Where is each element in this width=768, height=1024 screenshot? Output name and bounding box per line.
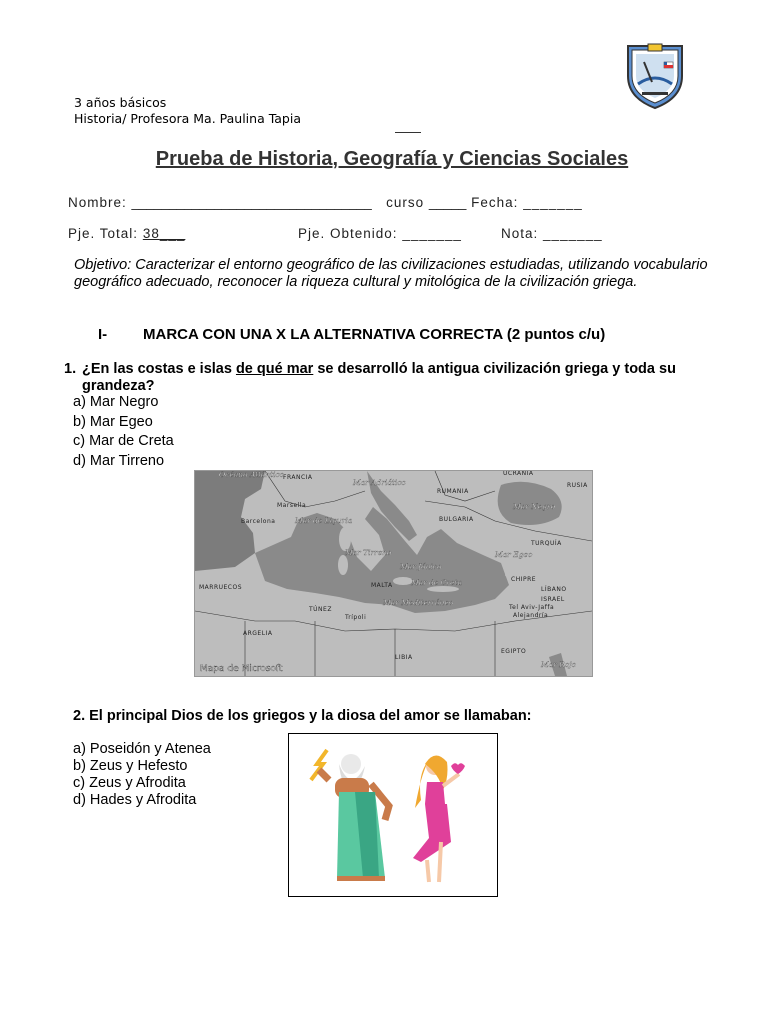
title-dash xyxy=(395,132,421,133)
total-label: Pje. Total: xyxy=(68,226,139,241)
obtained-field[interactable]: _______ xyxy=(402,226,462,241)
map-label-chipre: CHIPRE xyxy=(511,576,537,583)
option-1a[interactable]: a) Mar Negro xyxy=(73,394,159,410)
school-crest-logo xyxy=(624,42,686,110)
map-label-libano: LÍBANO xyxy=(541,586,567,593)
map-label-tripoli: Trípoli xyxy=(345,614,367,621)
option-2a[interactable]: a) Poseidón y Atenea xyxy=(73,741,211,757)
date-field[interactable]: _______ xyxy=(523,195,583,210)
obtained-row xyxy=(298,226,462,241)
score-row xyxy=(68,226,185,241)
map-label-adriatico: Mar Adriático xyxy=(353,478,406,487)
course-label: curso xyxy=(386,195,425,210)
map-label-tunez: TÚNEZ xyxy=(309,606,332,613)
map-label-alejandria: Alejandría xyxy=(513,612,549,619)
nota-field[interactable]: _______ xyxy=(543,226,603,241)
section-number: I- xyxy=(98,326,108,343)
question-2-text: El principal Dios de los griegos y la diosa del amor se llamaban: xyxy=(89,708,532,724)
question-1 xyxy=(64,361,724,395)
course-field[interactable]: _____ xyxy=(428,195,467,210)
option-1d[interactable]: d) Mar Tirreno xyxy=(73,452,165,469)
map-label-barcelona: Barcelona xyxy=(241,518,276,525)
question-1-options xyxy=(73,393,174,471)
map-label-mediterraneo: Mar Mediterráneo xyxy=(383,598,454,607)
question-2-options xyxy=(73,741,211,809)
map-label-egipto: EGIPTO xyxy=(501,648,527,655)
question-1-text: ¿En las costas e islas de qué mar se desarrolló la antigua civilización griega y toda su grandeza? xyxy=(82,361,676,394)
map-label-malta: MALTA xyxy=(371,582,393,589)
map-label-ucrania: UCRANIA xyxy=(503,471,534,477)
map-label-ligur: Mar de Liguria xyxy=(295,516,353,525)
map-label-turquia: TURQUÍA xyxy=(531,540,562,547)
question-1-number: 1. xyxy=(64,361,77,377)
section-title: MARCA CON UNA X LA ALTERNATIVA CORRECTA (2 puntos c/u) xyxy=(143,326,606,343)
objective-text xyxy=(74,257,734,291)
map-label-libia: LIBIA xyxy=(395,654,413,661)
map-label-oceano: Océano Atlántico xyxy=(219,471,285,479)
objective-label: Objetivo: xyxy=(74,257,132,273)
section-heading xyxy=(98,326,605,343)
map-label-marruecos: MARRUECOS xyxy=(199,584,243,591)
map-label-rojo: Mar Rojo xyxy=(541,660,577,669)
mediterranean-map-image xyxy=(194,470,593,677)
name-row xyxy=(68,195,583,210)
zeus-aphrodite-illustration xyxy=(288,733,498,897)
map-label-israel: ISRAEL xyxy=(541,596,565,603)
name-label: Nombre: xyxy=(68,195,127,210)
total-blank: ___ xyxy=(159,226,186,241)
grade-label: 3 años básicos xyxy=(74,95,167,110)
option-2b[interactable]: b) Zeus y Hefesto xyxy=(73,758,188,774)
option-2c[interactable]: c) Zeus y Afrodita xyxy=(73,775,186,791)
map-label-rumania: RUMANIA xyxy=(437,488,469,495)
map-label-egeo: Mar Egeo xyxy=(495,550,533,559)
map-label-creta: Mar de Creta xyxy=(411,578,462,587)
map-label-tirreno: Mar Tirreno xyxy=(345,548,392,557)
map-label-jonico: Mar Jónico xyxy=(400,562,442,571)
map-label-bulgaria: BULGARIA xyxy=(439,516,474,523)
question-2 xyxy=(73,708,733,725)
map-label-mar-negro: Mar Negro xyxy=(513,502,556,511)
option-1b[interactable]: b) Mar Egeo xyxy=(73,413,153,430)
map-label-telaviv: Tel Aviv-Jaffa xyxy=(509,604,555,611)
objective-body: Caracterizar el entorno geográfico de las civilizaciones estudiadas, utilizando vocabulario geográfico adecuado, reconocer la riqueza cultural y mitológica de la civilización griega. xyxy=(74,257,708,290)
nota-label: Nota: xyxy=(501,226,539,241)
map-label-argelia: ARGELIA xyxy=(243,630,273,637)
name-field[interactable]: ________________________________ xyxy=(131,195,372,210)
option-1c[interactable]: c) Mar de Creta xyxy=(73,433,174,449)
total-value: 38 xyxy=(142,226,160,241)
question-2-number: 2. xyxy=(73,708,86,724)
map-label-marsella: Marsella xyxy=(277,502,307,509)
date-label: Fecha: xyxy=(471,195,519,210)
obtained-label: Pje. Obtenido: xyxy=(298,226,398,241)
subject-teacher-label: Historia/ Profesora Ma. Paulina Tapia xyxy=(74,111,301,126)
map-credit: Mapa de Microsoft xyxy=(200,664,283,674)
page-title: Prueba de Historia, Geografía y Ciencias Sociales xyxy=(155,148,629,170)
option-2d[interactable]: d) Hades y Afrodita xyxy=(73,792,197,808)
map-label-francia: FRANCIA xyxy=(283,474,313,481)
map-label-rusia: RUSIA xyxy=(567,482,588,489)
nota-row xyxy=(501,226,603,241)
